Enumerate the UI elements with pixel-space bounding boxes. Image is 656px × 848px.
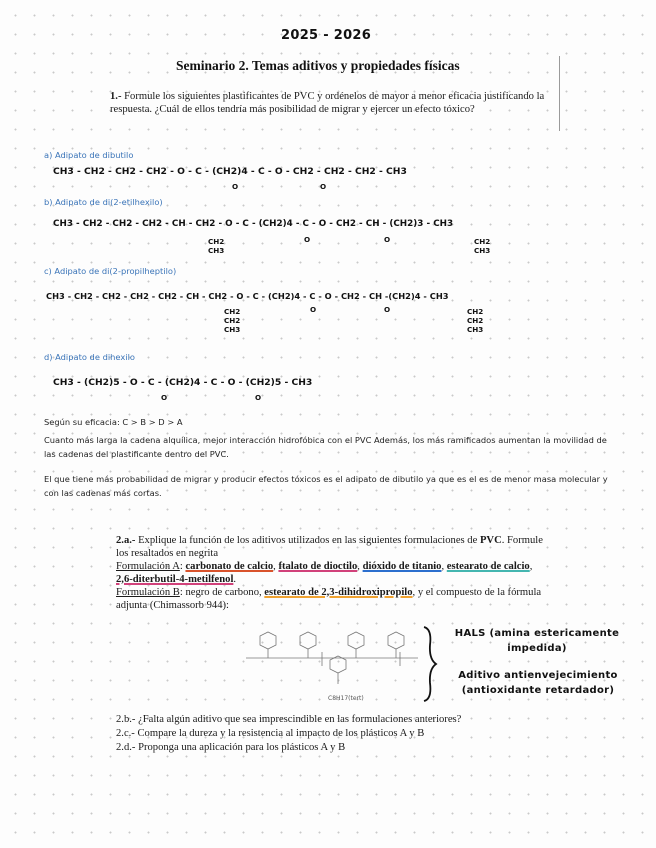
label-b: b) Adipato de di(2-etilhexilo) xyxy=(44,197,163,207)
formula-c-branch-left: CH2 CH2 CH3 xyxy=(224,307,241,334)
question-2b: 2.b.- ¿Falta algún aditivo que sea imprescindible en las formulaciones anteriores? xyxy=(116,714,462,725)
chimassorb-structure xyxy=(240,622,425,704)
formulation-b-tail: , y el compuesto de la fórmula adjunta (Chimassorb 944): xyxy=(116,587,542,611)
label-c: c) Adipato de di(2-propilheptilo) xyxy=(44,266,177,276)
piperidine-ring-4 xyxy=(388,632,404,649)
question-2a: 2.a.- Explique la función de los aditivos utilizados en las siguientes formulaciones de PVC. Formule los resaltados en negrita Formulación A: carbonato de calcio, ftalato de dioctilo, dióxido de titanio, estearato de calcio, 2,6-diterbutil-4-metilfenol. Formulación B: negro de carbono, estearato de 2,3-dihidroxipropilo, y el compuesto de la fórmula adjunta (Chimassorb 944): xyxy=(116,535,543,611)
question-2c: 2.c.- Compare la dureza y la resistencia al impacto de los plásticos A y B xyxy=(116,728,425,739)
brace xyxy=(422,625,438,703)
formulation-b-pre: : negro de carbono, xyxy=(179,587,265,598)
formula-b-branch-left: CH2 CH3 xyxy=(208,237,225,255)
piperidine-ring-3 xyxy=(348,632,364,649)
label-a: a) Adipato de dibutilo xyxy=(44,150,134,160)
formulation-a-item-1: carbonato de calcio xyxy=(185,561,274,572)
formula-d: CH3 - (CH2)5 - O - C - (CH2)4 - C - O - (CH2)5 - CH3 xyxy=(53,377,313,388)
formulation-a-label: Formulación A xyxy=(116,561,180,572)
aging-note: Aditivo antienvejecimiento (antioxidante retardador) xyxy=(458,670,618,696)
formulation-a-item-3: dióxido de titanio xyxy=(362,561,442,572)
question-2a-pvc: PVC xyxy=(479,535,502,546)
formula-b-branch-right: CH2 CH3 xyxy=(474,237,491,255)
formula-a: CH3 - CH2 - CH2 - CH2 - O - C - (CH2)4 - C - O - CH2 - CH2 - CH2 - CH3 xyxy=(53,166,407,177)
formulation-a-item-2: ftalato de dioctilo xyxy=(278,561,358,572)
formula-a-oxygen-1: O xyxy=(232,182,239,191)
piperidine-ring-1 xyxy=(260,632,276,649)
efficacy-order: Según su eficacia: C > B > D > A xyxy=(44,417,183,427)
question-1-text: Formule los siguientes plastificantes de PVC y ordénelos de mayor a menor eficacia justificando la respuesta. ¿Cuál de ellos tendría más posibilidad de migrar y ejercer un efecto tóxico? xyxy=(110,91,545,115)
margin-line xyxy=(559,56,560,131)
toxicity-answer: El que tiene más probabilidad de migrar y producir efectos tóxicos es el adipato de dibutilo ya que es el es de menor masa molecular y con las cadenas más cortas. xyxy=(44,474,608,498)
question-1-number: 1.- xyxy=(110,91,122,102)
triazine-ring xyxy=(330,656,346,673)
question-2a-intro-tail: . Formule los resaltados en negrita xyxy=(116,535,543,559)
formula-c-oxygen-1: O xyxy=(310,305,317,314)
piperidine-ring-2 xyxy=(300,632,316,649)
formulation-b-label: Formulación B xyxy=(116,587,180,598)
formula-d-oxygen-1: O xyxy=(161,393,168,402)
formula-d-oxygen-2: O xyxy=(255,393,262,402)
page-title: Seminario 2. Temas aditivos y propiedades físicas xyxy=(176,58,460,73)
formula-b-oxygen-2: O xyxy=(384,235,391,244)
year-heading: 2025 - 2026 xyxy=(281,28,372,43)
label-d: d) Adipato de dihexilo xyxy=(44,352,135,362)
structure-substituent: C8H17(tert) xyxy=(328,695,364,702)
formulation-a-item-5: 2,6-diterbutil-4-metilfenol xyxy=(116,574,234,585)
formula-c: CH3 - CH2 - CH2 - CH2 - CH2 - CH - CH2 - O - C - (CH2)4 - C - O - CH2 - CH -(CH2)4 - CH3 xyxy=(46,291,449,301)
question-2a-intro: Explique la función de los aditivos utilizados en las siguientes formulaciones de xyxy=(138,535,478,546)
formula-b: CH3 - CH2 - CH2 - CH2 - CH - CH2 - O - C - (CH2)4 - C - O - CH2 - CH - (CH2)3 - CH3 xyxy=(53,219,454,229)
formula-a-oxygen-2: O xyxy=(320,182,327,191)
formula-c-branch-right: CH2 CH2 CH3 xyxy=(467,307,484,334)
formulation-b-bold: estearato de 2,3-dihidroxipropilo xyxy=(264,587,413,598)
question-2a-number: 2.a.- xyxy=(116,535,136,546)
question-1 xyxy=(110,90,550,116)
formula-c-oxygen-2: O xyxy=(384,305,391,314)
question-2d: 2.d.- Proponga una aplicación para los plásticos A y B xyxy=(116,742,346,753)
hals-note: HALS (amina estericamente impedida) xyxy=(454,628,620,654)
formulation-a-item-4: estearato de calcio xyxy=(446,561,530,572)
efficacy-reason: Cuanto más larga la cadena alquílica, mejor interacción hidrofóbica con el PVC Además, los más ramificados aumentan la movilidad de las cadenas del plastificante dentro del PVC. xyxy=(44,435,607,459)
formula-b-oxygen-1: O xyxy=(304,235,311,244)
